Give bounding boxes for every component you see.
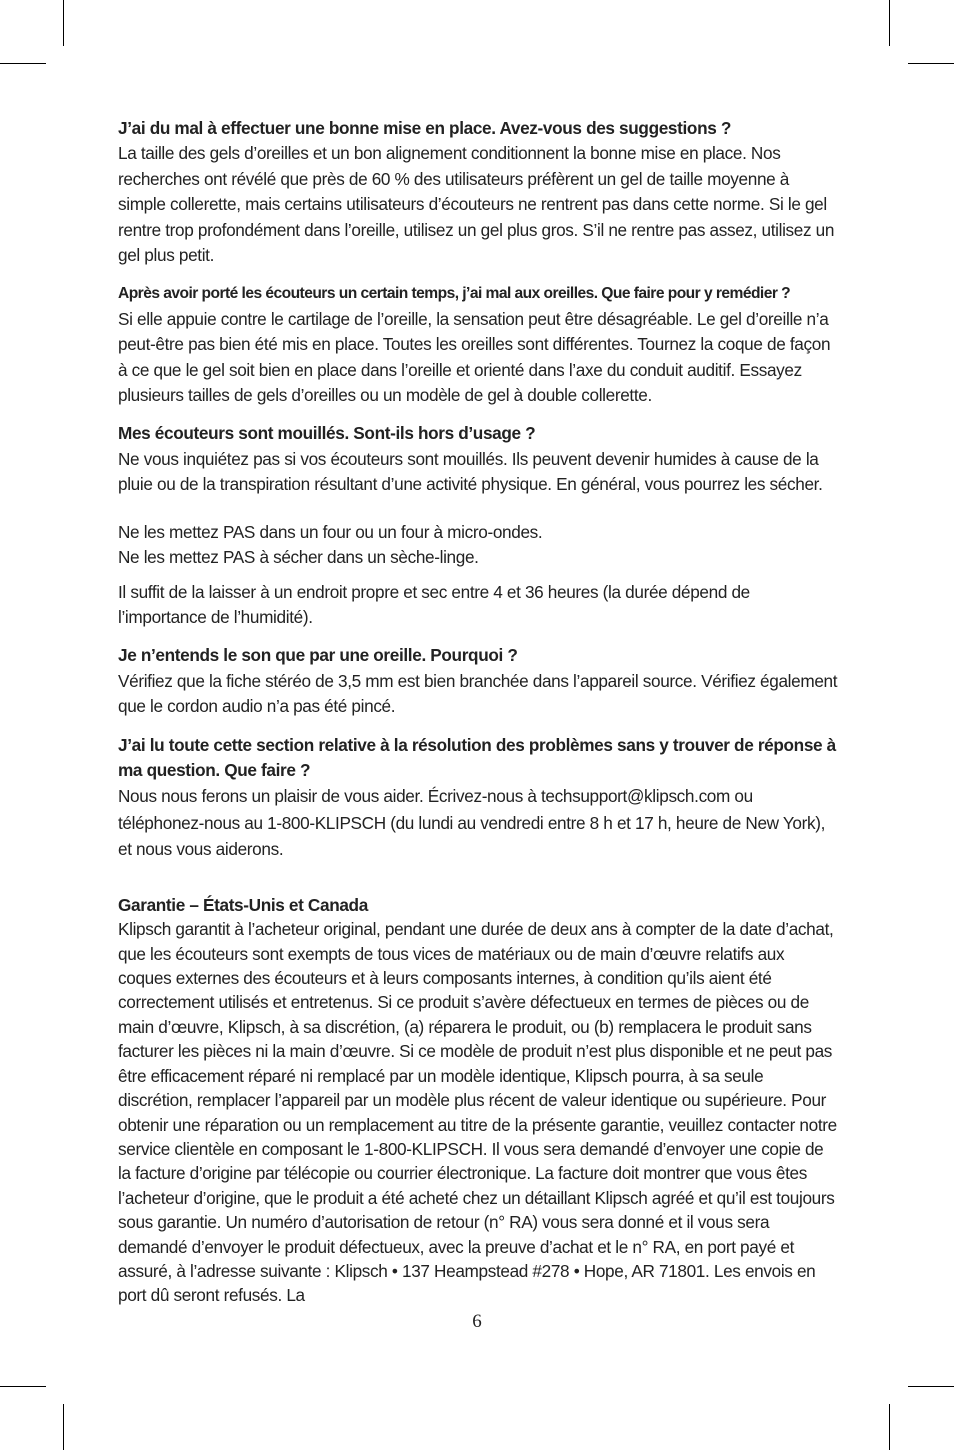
crop-mark-bottom-right-horizontal <box>908 1386 954 1387</box>
page-content <box>118 116 838 1308</box>
warranty-section <box>118 893 838 1308</box>
faq-answer: Vérifiez que la fiche stéréo de 3,5 mm est bien branchée dans l’appareil source. Vérifiez également que le cordon audio n’a pas été pincé. <box>118 670 838 717</box>
faq-answer: Si elle appuie contre le cartilage de l’oreille, la sensation peut être désagréable. Le gel d’oreille n’a peut-être pas bien été mis en place. Toutes les oreilles sont différentes. Tournez la coque de façon à ce que le gel soit bien en place dans l’oreille et orienté dans l’axe du conduit auditif. Essayez plusieurs tailles de gels d’oreilles ou un modèle de gel à double collerette. <box>118 308 831 406</box>
crop-mark-top-right-vertical <box>889 0 890 46</box>
crop-mark-top-left-horizontal <box>0 63 46 64</box>
crop-mark-top-left-vertical <box>63 0 64 46</box>
page-number: 6 <box>472 1311 482 1332</box>
warranty-body: Klipsch garantit à l’acheteur original, pendant une durée de deux ans à compter de la date d’achat, que les écouteurs sont exempts de tous vices de matériaux ou de main d’œuvre relatifs aux coques externes des écouteurs et à leurs composants internes, à condition qu’ils aient été correctement utilisés et entretenus. Si ce produit s’avère défectueux en termes de pièces ou de main d’œuvre, Klipsch, à sa discrétion, (a) réparera le produit, ou (b) remplacera le produit sans facturer les pièces ni la main d’œuvre. Si ce modèle de produit n’est plus disponible et ne peut pas être efficacement réparé ni remplacé par un modèle identique, Klipsch pourra, à sa seule discrétion, remplacer l’appareil par un modèle plus récent de valeur identique ou supérieure. Pour obtenir une réparation ou un remplacement au titre de la présente garantie, veuillez contacter notre service clientèle en composant le 1-800-KLIPSCH. Il vous sera demandé d’envoyer une copie de la facture d’origine par télécopie ou courrier électronique. La facture doit montrer que vous êtes l’acheteur d’origine, que le produit a été acheté chez un détaillant Klipsch agréé et qu’il est toujours sous garantie. Un numéro d’autorisation de retour (n° RA) vous sera donné et il vous sera demandé d’envoyer le produit défectueux, avec la preuve d’achat et le n° RA, en port payé et assuré, à l’adresse suivante : Klipsch • 137 Heampstead #278 • Hope, AR 71801. Les envois en port dû seront refusés. La <box>118 919 837 1306</box>
faq-question: Mes écouteurs sont mouillés. Sont-ils hors d’usage ? <box>118 423 536 444</box>
faq-fit <box>118 116 838 268</box>
crop-mark-top-right-horizontal <box>908 63 954 64</box>
faq-question: Après avoir porté les écouteurs un certain temps, j’ai mal aux oreilles. Que faire pour y remédier ? <box>118 285 791 303</box>
faq-answer: La taille des gels d’oreilles et un bon alignement conditionnent la bonne mise en place. Nos recherches ont révélé que près de 60 % des utilisateurs préfèrent un gel de taille moyenne à simple collerette, mais certains utilisateurs d’écouteurs ne rentrent pas dans cette norme. Si le gel rentre trop profondément dans l’oreille, utilisez un gel plus gros. S’il ne rentre pas assez, utilisez un gel plus petit. <box>118 143 835 266</box>
faq-warning-line: Ne les mettez PAS dans un four ou un four à micro-ondes. <box>118 521 543 542</box>
crop-mark-bottom-left-horizontal <box>0 1386 46 1387</box>
faq-warning-line: Ne les mettez PAS à sécher dans un sèche-linge. <box>118 547 479 568</box>
faq-answer: Ne vous inquiétez pas si vos écouteurs sont mouillés. Ils peuvent devenir humides à cause de la pluie ou de la transpiration résultant d’une activité physique. En général, vous pourrez les sécher. <box>118 448 823 495</box>
faq-answer: Nous nous ferons un plaisir de vous aider. Écrivez-nous à techsupport@klipsch.com ou téléphonez-nous au 1-800-KLIPSCH (du lundi au vendredi entre 8 h et 17 h, heure de New York), et nous vous aiderons. <box>118 786 825 860</box>
faq-question: J’ai du mal à effectuer une bonne mise en place. Avez-vous des suggestions ? <box>118 118 732 138</box>
warranty-title: Garantie – États-Unis et Canada <box>118 894 368 915</box>
faq-drying-note: Il suffit de la laisser à un endroit propre et sec entre 4 et 36 heures (la durée dépend de l’importance de l’humidité). <box>118 581 750 627</box>
crop-mark-bottom-right-vertical <box>889 1404 890 1450</box>
faq-one-ear <box>118 643 838 719</box>
faq-question: J’ai lu toute cette section relative à la résolution des problèmes sans y trouver de réponse à ma question. Que faire ? <box>118 734 836 780</box>
crop-mark-bottom-left-vertical <box>63 1404 64 1450</box>
faq-ear-pain <box>118 281 838 408</box>
faq-question: Je n’entends le son que par une oreille. Pourquoi ? <box>118 645 518 666</box>
faq-wet <box>118 421 838 630</box>
faq-contact <box>118 733 838 863</box>
